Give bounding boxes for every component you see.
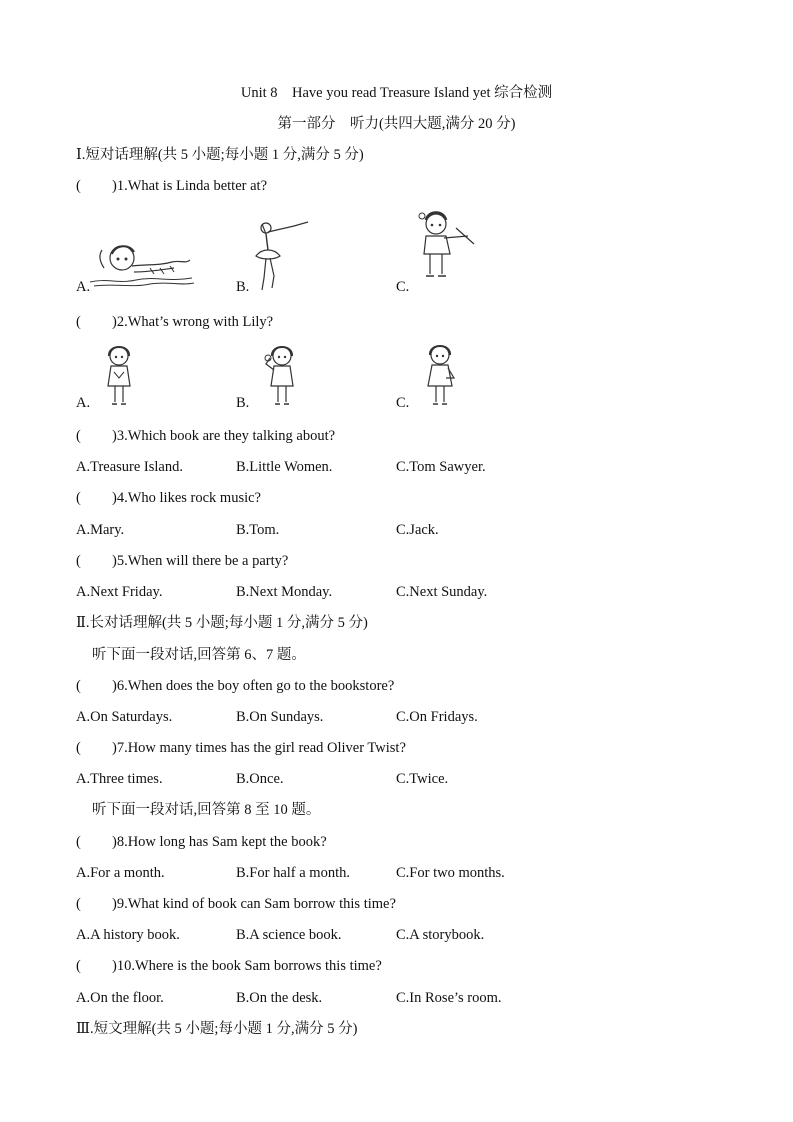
part-heading: 第一部分 听力(共四大题,满分 20 分)	[277, 116, 516, 132]
question-text: )7.How many times has the girl read Oliver Twist?	[112, 740, 406, 756]
option-c: C.	[396, 279, 410, 295]
swimming-picture	[88, 238, 196, 290]
option-a: A.For a month.	[76, 865, 165, 881]
option-a: A.Treasure Island.	[76, 459, 183, 475]
answer-bracket: (	[76, 314, 81, 330]
option-b: B.On Sundays.	[236, 709, 324, 725]
option-c: C.In Rose’s room.	[396, 990, 502, 1006]
question-text: )4.Who likes rock music?	[112, 490, 261, 506]
answer-bracket: (	[76, 428, 81, 444]
option-a: A.	[76, 395, 91, 411]
question-9	[76, 895, 396, 913]
question-6	[76, 677, 394, 695]
question-text: )2.What’s wrong with Lily?	[112, 314, 274, 330]
option-c: C.A storybook.	[396, 927, 485, 943]
option-a: A.On the floor.	[76, 990, 164, 1006]
option-c: C.	[396, 395, 410, 411]
option-b: B.Next Monday.	[236, 584, 333, 600]
section1-heading: Ⅰ.短对话理解(共 5 小题;每小题 1 分,满分 5 分)	[76, 147, 364, 163]
question-10	[76, 957, 382, 975]
instruction: 听下面一段对话,回答第 6、7 题。	[92, 647, 306, 663]
option-a: A.Next Friday.	[76, 584, 163, 600]
question-text: )8.How long has Sam kept the book?	[112, 834, 327, 850]
question-8	[76, 833, 327, 851]
answer-bracket: (	[76, 490, 81, 506]
question-text: )3.Which book are they talking about?	[112, 428, 336, 444]
question-5	[76, 552, 288, 570]
option-b: B.	[236, 279, 250, 295]
girl-stomachache-picture	[424, 342, 458, 408]
question-text: )10.Where is the book Sam borrows this time?	[112, 958, 382, 974]
ballet-picture	[250, 220, 312, 292]
question-1	[76, 177, 267, 195]
option-b: B.Tom.	[236, 522, 280, 538]
page-title: Unit 8 Have you read Treasure Island yet 综合检测	[240, 85, 553, 101]
option-c: C.For two months.	[396, 865, 505, 881]
section3-heading: Ⅲ.短文理解(共 5 小题;每小题 1 分,满分 5 分)	[76, 1021, 358, 1037]
answer-bracket: (	[76, 740, 81, 756]
answer-bracket: (	[76, 553, 81, 569]
answer-bracket: (	[76, 896, 81, 912]
option-c: C.Next Sunday.	[396, 584, 488, 600]
section2-heading: Ⅱ.长对话理解(共 5 小题;每小题 1 分,满分 5 分)	[76, 615, 368, 631]
answer-bracket: (	[76, 958, 81, 974]
question-text: )1.What is Linda better at?	[112, 178, 268, 194]
answer-bracket: (	[76, 178, 81, 194]
girl-toothache-picture	[262, 344, 298, 408]
option-b: B.	[236, 395, 250, 411]
question-text: )6.When does the boy often go to the bookstore?	[112, 678, 395, 694]
option-a: A.A history book.	[76, 927, 180, 943]
option-a: A.Mary.	[76, 522, 125, 538]
violin-picture	[416, 210, 478, 284]
option-c: C.Tom Sawyer.	[396, 459, 486, 475]
question-4	[76, 489, 261, 507]
girl-headache-picture	[104, 344, 134, 408]
option-b: B.Once.	[236, 771, 284, 787]
option-b: B.Little Women.	[236, 459, 333, 475]
question-text: )9.What kind of book can Sam borrow this time?	[112, 896, 396, 912]
option-a: A.Three times.	[76, 771, 163, 787]
answer-bracket: (	[76, 678, 81, 694]
option-a: A.On Saturdays.	[76, 709, 173, 725]
question-7	[76, 739, 406, 757]
question-text: )5.When will there be a party?	[112, 553, 289, 569]
question-2	[76, 313, 273, 331]
answer-bracket: (	[76, 834, 81, 850]
option-c: C.Twice.	[396, 771, 449, 787]
instruction: 听下面一段对话,回答第 8 至 10 题。	[92, 802, 321, 818]
option-c: C.Jack.	[396, 522, 439, 538]
option-b: B.For half a month.	[236, 865, 350, 881]
option-b: B.On the desk.	[236, 990, 323, 1006]
option-c: C.On Fridays.	[396, 709, 478, 725]
option-a: A.	[76, 279, 91, 295]
question-3	[76, 427, 335, 445]
option-b: B.A science book.	[236, 927, 342, 943]
